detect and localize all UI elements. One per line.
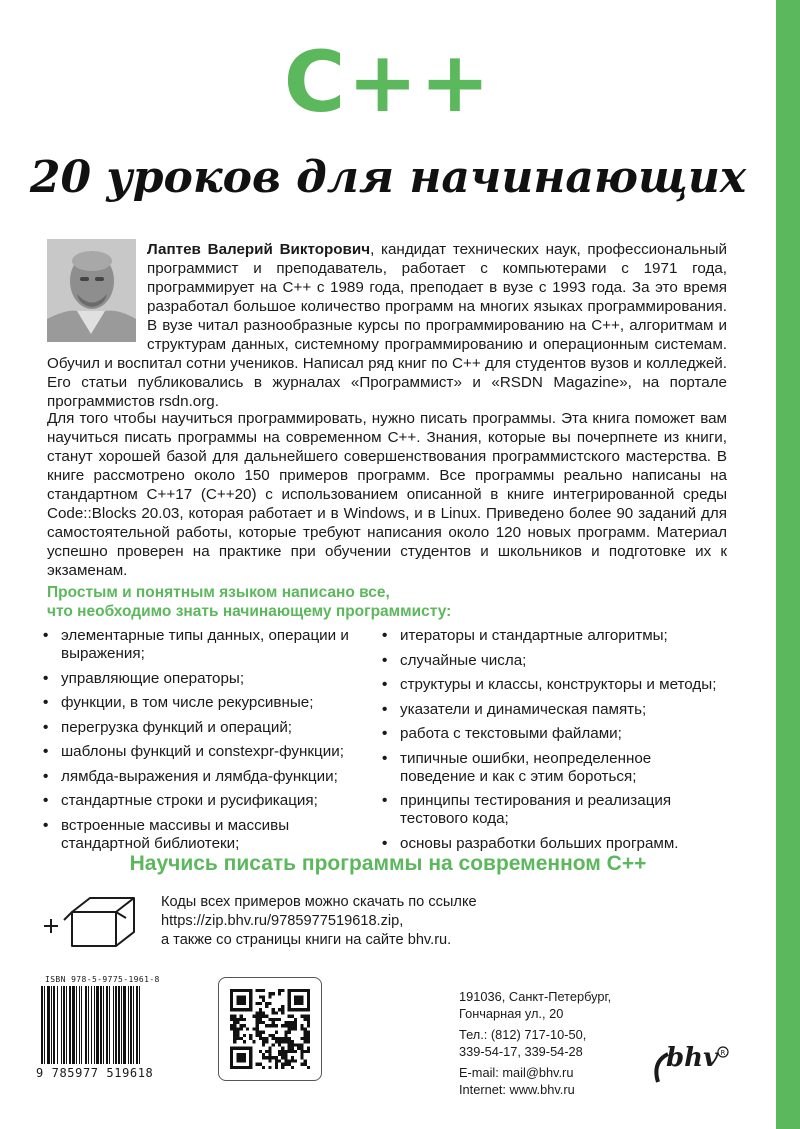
features-list-left	[43, 627, 373, 859]
green-side-strip	[776, 0, 800, 1129]
list-item: • перегрузка функций и операций;	[43, 719, 373, 737]
list-item: • указатели и динамическая память;	[382, 701, 727, 719]
book-subtitle: 20 уроков для начинающих	[29, 152, 747, 203]
download-info	[161, 893, 477, 950]
author-name: Лаптев Валерий Викторович	[147, 241, 371, 258]
list-item: • стандартные строки и русификация;	[43, 792, 373, 810]
list-item: • принципы тестирования и реализация тестового кода;	[382, 792, 727, 828]
list-item: • управляющие операторы;	[43, 670, 373, 688]
svg-text:bhv: bhv	[666, 1043, 719, 1073]
slogan: Научись писать программы на современном C++	[129, 852, 647, 875]
list-item: • функции, в том числе рекурсивные;	[43, 694, 373, 712]
list-item: • работа с текстовыми файлами;	[382, 725, 727, 743]
download-line-3: а также со страницы книги на сайте bhv.ru.	[161, 932, 452, 948]
list-item: • типичные ошибки, неопределенное поведение и как с этим бороться;	[382, 750, 727, 786]
isbn: ISBN 978-5-9775-1961-8	[45, 975, 160, 984]
list-item: • итераторы и стандартные алгоритмы;	[382, 627, 727, 645]
box-download-icon	[42, 890, 144, 950]
qr-code-icon	[230, 989, 310, 1069]
highlight-line-1: Простым и понятным языком написано все,	[47, 584, 390, 601]
download-link[interactable]: https://zip.bhv.ru/9785977519618.zip,	[161, 913, 404, 929]
book-title: C++	[283, 33, 493, 131]
publisher-address-1: 191036, Санкт-Петербург,	[459, 989, 612, 1004]
features-list-right	[382, 627, 727, 859]
publisher-phone-1: Тел.: (812) 717-10-50,	[459, 1027, 587, 1042]
author-bio	[47, 240, 727, 411]
publisher-website[interactable]: Internet: www.bhv.ru	[459, 1082, 575, 1097]
publisher-phone-2: 339-54-17, 339-54-28	[459, 1044, 583, 1059]
svg-text:R: R	[720, 1049, 726, 1057]
bhv-logo-icon	[652, 1032, 732, 1084]
highlight-line-2: что необходимо знать начинающему программисту:	[47, 603, 452, 620]
list-item: • случайные числа;	[382, 652, 727, 670]
list-item: • структуры и классы, конструкторы и методы;	[382, 676, 727, 694]
list-item: • лямбда-выражения и лямбда-функции;	[43, 768, 373, 786]
publisher-contacts	[459, 988, 611, 1098]
download-line-1: Коды всех примеров можно скачать по ссылке	[161, 894, 477, 910]
publisher-address-2: Гончарная ул., 20	[459, 1006, 564, 1021]
list-item: • основы разработки больших программ.	[382, 835, 727, 853]
publisher-email[interactable]: E-mail: mail@bhv.ru	[459, 1065, 574, 1080]
barcode-digits: 9 785977 519618	[36, 1066, 154, 1080]
list-item: • элементарные типы данных, операции и выражения;	[43, 627, 373, 663]
author-bio-text: , кандидат технических наук, профессиональный программист и преподаватель, работает с компьютерами с 1971 года, программирует на C++ с 1989 года, преподает в вузе с 1993 года. За это время разработал большое количество программ на многих языках программирования. В вузе читал разнообразные курсы по программированию на C++, алгоритмам и структурам данных, системному программированию и операционным системам. Обучил и воспитал сотни учеников. Написал ряд книг по C++ для студентов вузов и колледжей. Его статьи публиковались в журналах «Программист» и «RSDN Magazine», на портале программистов rsdn.org.	[47, 241, 727, 410]
highlight-heading	[47, 583, 727, 621]
qr-code-frame	[218, 977, 322, 1081]
list-item: • встроенные массивы и массивы стандартной библиотеки;	[43, 817, 373, 853]
book-description: Для того чтобы научиться программировать, нужно писать программы. Эта книга поможет вам научиться писать программы на современном C++. Знания, которые вы почерпнете из книги, станут хорошей базой для дальнейшего совершенствования программистского мастерства. В книге рассмотрено около 150 примеров программ. Все программы реально написаны на стандартном C++17 (C++20) с использованием описанной в книге интегрированной среды Code::Blocks 20.03, которая работает и в Windows, и в Linux. Приведено более 90 заданий для самостоятельной работы, которые требуют написания около 120 новых программ. Материал успешно проверен на практике при обучении студентов и школьников и подготовке их к экзаменам.	[47, 410, 727, 579]
barcode-icon	[41, 986, 175, 1064]
list-item: • шаблоны функций и constexpr-функции;	[43, 743, 373, 761]
